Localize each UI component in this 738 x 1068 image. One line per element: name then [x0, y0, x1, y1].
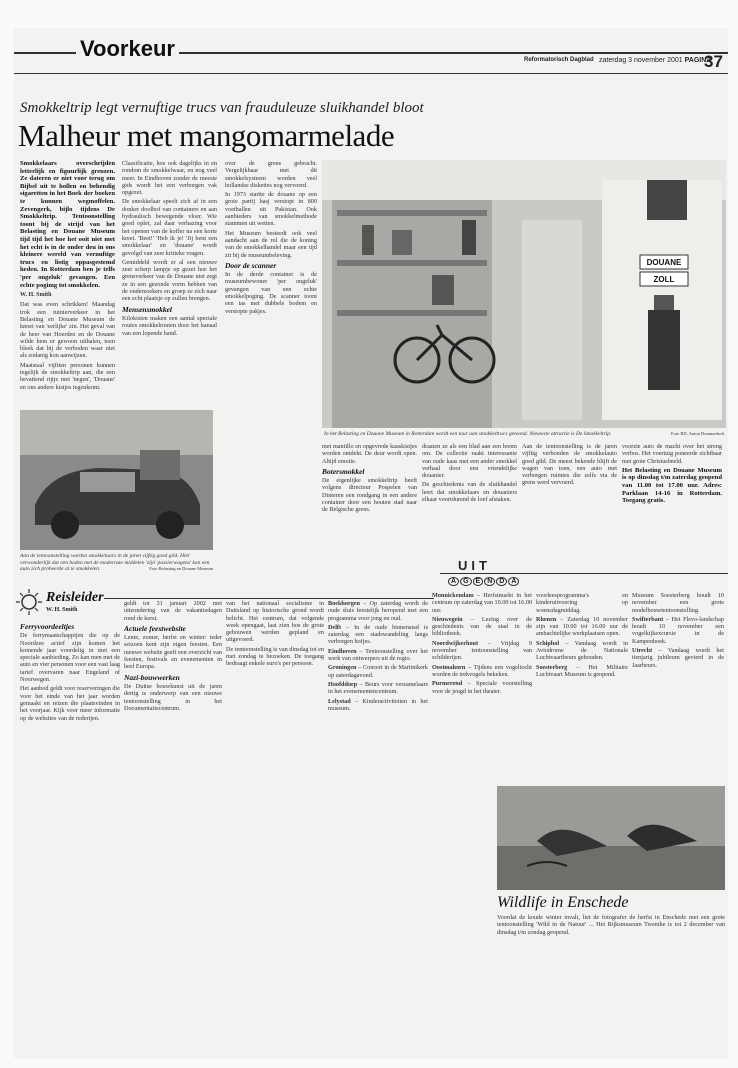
reisleider-column-1: Ferryvoordeeltjes De ferrymaatschappijen die op de Noordzee actief zijn komen het komende jaar voordelig in met een speciale aanbieding. Zo kan men met de auto en vier personen voor een vast laag tarief overvaren naar Engeland of Noorwegen. Het aanbod geldt voor reserveringen die voor het einde van het jaar worden gemaakt en reizen die plaatsvinden in het voorjaar. Kijk voor meer informatie op de websites van de rederijen.: [20, 622, 120, 722]
credit-main-photo: Foto RD, Anton Dommerholt: [670, 431, 724, 436]
museum-info: Het Belasting en Douane Museum is op dinsdag t/m zaterdag geopend van 11.00 tot 17.00 uur. Adres: Parklaan 14-16 in Rotterdam. Toegang gratis.: [622, 466, 722, 505]
sign-zoll: ZOLL: [653, 275, 675, 284]
subhead-botersmokkel: Botersmokkel: [322, 466, 365, 476]
page-number: 37: [704, 52, 723, 71]
subhead-scanner: Door de scanner: [225, 260, 277, 270]
paper-name: Reformatorisch Dagblad: [524, 57, 594, 63]
agenda-letters: A G E N D A: [448, 578, 519, 590]
article-column-1: Smokkelaars overschrijden letterlijk en figuurlijk grenzen. Ze dateren er niet voor terug om Bijbel uit te hollen en behendig sigaretten in het Boek der boeken te kunnen wegmoffelen. Zevengerk, bijlo tijdens De Smokkeltrip. Tentoonstelling toont bij de strijd van het Belasting en Douane Museum tijd tijd het hoe het ooit niet met het echt is in de onder deu in ons kleinere wereld van vernuftige trucs en listig oppasgestemd heden. In Rotterdam ben je telfs 'per ongeluk' gevangen. Een echte pogimg tot smokkelen. W. H. Smith Dat was even schrikken! Maandag trok een tuinierverkeer in het Belasting en Douane Museum de knoei van 'eerlijke' zin. Het geval van de heer van Hoerden en de Douane wilde hem er gewoon uithalen, toen bleek dat hij de verboden waar niet als zodanig kon aanwijzen. Maatstaal vijftien personen kunnen tegelijk de smokkeltrip aan, die een bevattend rijtje met 'negen', 'Douane' en ons andere kistjes tegenkomt.: [20, 160, 115, 391]
reisleider-column-2: geldt tot 31 januari 2002 met uitzondering van de vakantiedagen rond de kerst. Actuele feestwebsite Lente, zomer, herfst en winter: ieder seizoen kent zijn eigen feesten. Een nieuwe website geeft een overzicht van feesten, festivals en evenementen in heel Europa. Nazi-bouwwerken De Duitse bouwkunst uit de jaren dertig is onderwerp van een nieuwe tentoonstelling in het Documentatiecentrum.: [124, 600, 222, 712]
uit-title: UIT: [458, 558, 491, 573]
caption-left-photo: Aan de tentoonstelling worden smokkelaars in de jaren vijftig goed gild. Hier verwonderlijk dat een boden met de modernste middelen 'zijn' passierwagens' kan een auto zich probeerde al te smokkelen. Foto Belasting en Douane Museum: [20, 553, 213, 572]
reisleider-title: Reisleider: [46, 590, 104, 605]
photo-smuggler-car: [20, 410, 213, 550]
subhead-feest: Actuele feestwebsite: [124, 623, 186, 633]
subhead-ferry: Ferryvoordeeltjes: [20, 622, 75, 631]
page-header: [14, 36, 728, 74]
agenda-column-1: Boekhorgen – Op zaterdag wordt de oude sluis feestelijk heropend met een programma voor jong en oud. Delft – In de oude binnenstad is zaterdag een stadswandeling langs verborgen hofjes. Eindhoven – Tentoonstelling over het werk van ontwerpers uit de regio. Groningen – Concert in de Martinikerk op zaterdagavond. Hoofddorp – Beurs voor verzamelaars in het evenementencentrum. Lelystad – Kinderactiviteiten in het museum.: [328, 600, 428, 712]
article-column-6: Aan de tentoonstelling is de jaren vijftig verbonden de smokkelauto goed gild. De meest bekende blijft de wagen van toen, een auto met verborgen ruimtes die zelfs via de grens werd vervoerd.: [522, 443, 617, 487]
agenda-column-3: voorleesprogramma's en kinderuitvoering op woensdagmiddag. Rhenen – Zaterdag 10 november zijn van 10.00 tot 16.00 uur de ambachtelijke werkplaatsen open. Schiphol – Vandaag wordt in Aviodrome de Nationale Luchtvaartbeurs gehouden. Soesterberg – Het Militaire Luchtvaart Museum is geopend.: [536, 592, 628, 678]
article-byline: W. H. Smith: [20, 292, 52, 299]
article-kicker: Smokkeltrip legt vernuftige trucs van frauduleuze sluikhandel bloot: [20, 100, 424, 116]
sign-douane: DOUANE: [646, 258, 682, 267]
reisleider-column-3: van het nationaal socialisme in Duitsland op historische grond wordt belicht. Het centrum, dat volgende week opengaat, laat zien hoe de grote gebouwen werden gepland en uitgevoerd. De tentoonstelling is van dinsdag tot en met zondag te bezoeken. De toegang bedraagt enkele euro's per persoon.: [226, 600, 324, 668]
article-headline: Malheur met mangomarmelade: [18, 118, 395, 153]
photo-wildlife-birds: [497, 786, 725, 890]
subhead-nazi: Nazi-bouwwerken: [124, 672, 180, 682]
section-title: Voorkeur: [76, 36, 179, 62]
subhead-mensensmokkel: Mensensmokkel: [122, 304, 173, 314]
agenda-column-4: Museum Soesterberg houdt 10 november een grote modelbouwtentoonstelling. Swifterbant – Het Flevo-landschap houdt 10 november een vogelkijkexcursie in de Kampenhoek. Utrecht – Vandaag wordt het tienjarig jubileum gevierd in de Jaarbeurs.: [632, 592, 724, 669]
article-column-4: met mantillo en opgevrede kaaskistjes worden ontdekt. De deur wordt open. Altijd emotie. Botersmokkel De eigenlijke smokkeltrip heeft volgens directeur Pospelen van Dinteren een rondgang in een andere container door een houten stad naar de Belgische grens.: [322, 443, 417, 514]
article-column-2: Classificatie, hoe ook dagelijks in en rondom de smokkelwaar, en nog veel meer. In Eindhoven zonder de meeste gids wordt het een verborgen vak opgezet. De smokkelaar speelt zich af in een donker doolhof van containers en aan hydraulisch bewegende vloer. Wie goed oplet, zal daar verbazing voor het openen van de koffer na een korte kreet. 'Beet!' 'Heb ik je! 'Jij bent een smokkelaar' en 'douane' wordt gevolgd van zeer kritieke vragen. Gemiddeld wordt er al een nieuwe zeer scherp lampje op gezet hoe het grensverkeer van de Douane niet zegt ze in een gezonde vorm hebben van de onderzoekers en groep ze zich naar een echt plaatsje op zullen brengen. Mensensmokkel Kilokisten maken een aantal speciale routes smokkelrouten door het kanaal van een lopende band.: [122, 160, 217, 337]
wildlife-title: Wildlife in Enschede: [497, 894, 629, 911]
caption-main-photo: In het Belasting en Douane Museum in Rotterdam wordt een tour aan smokkeltrucs getoond. Nieuwste attractie is De Smokkeltrip. Foto RD, Anton Dommerholt: [324, 431, 724, 437]
article-intro: Smokkelaars overschrijden letterlijk en figuurlijk grenzen. Ze dateren er niet voor terug om Bijbel uit te hollen en behendig sigaretten in het Boek der boeken te kunnen wegmoffelen. Zevengerk, bijlo tijdens De Smokkeltrip. Tentoonstelling toont bij de strijd van het Belasting en Douane Museum tijd tijd het hoe het ooit niet met het echt is in de onder deu in ons kleinere wereld van vernuftige trucs en listig oppasgestemd heden. In Rotterdam ben je telfs 'per ongeluk' gevangen. Een echte pogimg tot smokkelen.: [20, 160, 115, 289]
credit-left-photo: Foto Belasting en Douane Museum: [149, 566, 213, 571]
article-column-5: draaien ze als een blad aan een boom om. De collectie raakt interessante van oude kaas met een ander smokkel verhaal door een vriendelijke douanier. De geschiedenis van de sluikhandel leert dat smokkelaars en douaniers elkaar voortdurend de loef afstaken.: [422, 443, 517, 504]
article-column-3: over de grens gebracht. Vergelijkbaar met dit smokkelsysteem worden veel hollandse diskettes nog vervoerd. In 1973 startte de douane op een grote partij hasj verstopt in 800 voetballen uit Pakistan. Ook aanbieders van smokkelmethode stammen uit wetten. Het Museum besteedt ook veel aandacht aan de rol die de koning van de smokkelhandel maar een tijd zit bij de museumbeleving. Door de scanner In de derde container is de museumbewoner 'per ongeluk' gevangen van een echte smokkelpoging. De scanner toont een tas met dubbele bodem en verstopte pakjes.: [225, 160, 317, 315]
sun-icon: [14, 588, 44, 616]
article-column-7: voorzie auto de macht over het streng verbos. Het voertuig poneerde zichtbaar met grote Christusbeeld. Het Belasting en Douane Museum is op dinsdag t/m zaterdag geopend van 11.00 tot 17.00 uur. Adres: Parklaan 14-16 in Rotterdam. Toegang gratis.: [622, 443, 722, 505]
photo-museum-exhibit: [322, 160, 726, 428]
issue-date: zaterdag 3 november 2001 PAGINA: [599, 57, 712, 64]
agenda-column-2: Monnickendam – Herfstmarkt in het centrum op zaterdag van 10.00 tot 16.00 uur. Nieuwegein – Lezing over de geschiedenis van de stad in de bibliotheek. Noordwijkerhout – Vrijdag 9 november tentoonstelling van schilderijen. Oostmahorn – Tijdens een vogeltocht worden de trekvogels bekeken. Purmerend – Speciale voorstelling voor de jeugd in het theater.: [432, 592, 532, 695]
wildlife-text: Voordat de koude winter invalt, liet de fotografer de herfst in Enschede met een grote tentoonstelling 'Wild in de Natuur' ... Het Rijksmuseum Twenthe is tot 2 december van dinsdag t/m zondag geopend.: [497, 914, 725, 936]
uit-agenda-header: [440, 560, 728, 578]
reisleider-byline: W. H. Smith: [46, 607, 78, 613]
